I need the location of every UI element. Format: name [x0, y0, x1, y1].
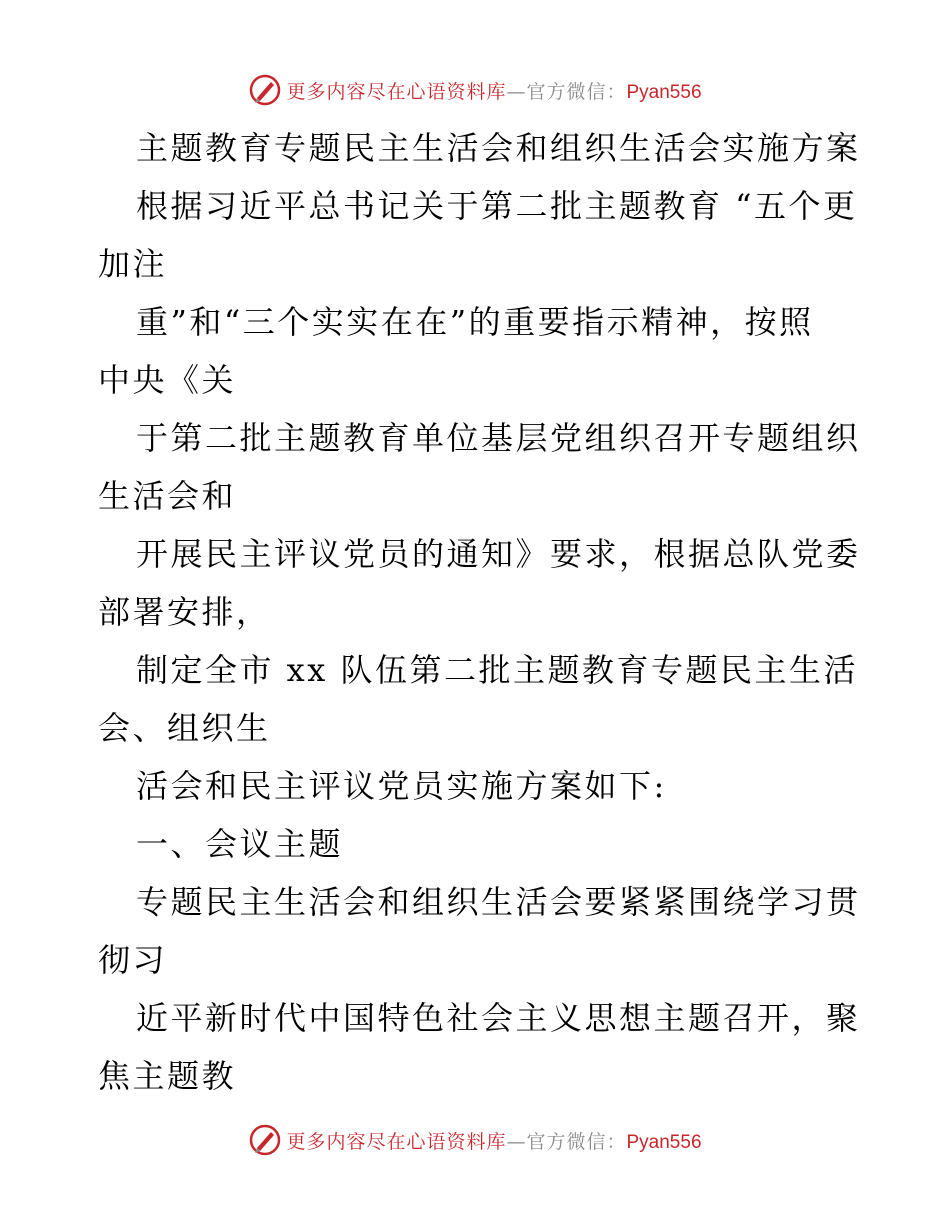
watermark-text — [286, 1127, 701, 1154]
text-line: 彻习 — [98, 941, 168, 979]
text-line: 重”和“三个实实在在”的重要指示精神，按照 — [136, 303, 814, 341]
text-line: 活会和民主评议党员实施方案如下: — [136, 767, 667, 805]
text-line: 制定全市 xx 队伍第二批主题教育专题民主生活 — [136, 651, 858, 689]
text-line: 于第二批主题教育单位基层党组织召开专题组织 — [136, 419, 861, 457]
watermark-contact: 官方微信： — [526, 80, 627, 103]
text-line: 生活会和 — [98, 477, 237, 515]
text-line: 焦主题教 — [98, 1057, 237, 1095]
watermark-brand: 更多内容尽在心语资料库 — [286, 80, 507, 103]
text-line: 根据习近平总书记关于第二批主题教育 “五个更 — [136, 187, 858, 225]
footer-watermark — [0, 1120, 950, 1160]
pen-logo-icon — [248, 1123, 282, 1157]
text-line: 开展民主评议党员的通知》要求，根据总队党委 — [136, 535, 861, 573]
document-body — [98, 119, 861, 1105]
watermark-handle: Pyan556 — [626, 1131, 702, 1153]
header-watermark — [0, 70, 950, 110]
watermark-separator: — — [506, 80, 527, 103]
watermark-separator: — — [506, 1130, 527, 1153]
pen-logo-icon — [248, 73, 282, 107]
watermark-handle: Pyan556 — [626, 81, 702, 103]
watermark-contact: 官方微信： — [526, 1130, 627, 1153]
text-line: 部署安排， — [98, 593, 271, 631]
section-heading: 一、会议主题 — [136, 825, 344, 863]
watermark-text — [286, 77, 701, 104]
text-line: 专题民主生活会和组织生活会要紧紧围绕学习贯 — [136, 883, 861, 921]
text-line: 主题教育专题民主生活会和组织生活会实施方案 — [136, 129, 861, 167]
text-line: 加注 — [98, 245, 168, 283]
text-line: 会、组织生 — [98, 709, 271, 747]
watermark-brand: 更多内容尽在心语资料库 — [286, 1130, 507, 1153]
text-line: 近平新时代中国特色社会主义思想主题召开，聚 — [136, 999, 861, 1037]
text-line: 中央《关 — [98, 361, 237, 399]
